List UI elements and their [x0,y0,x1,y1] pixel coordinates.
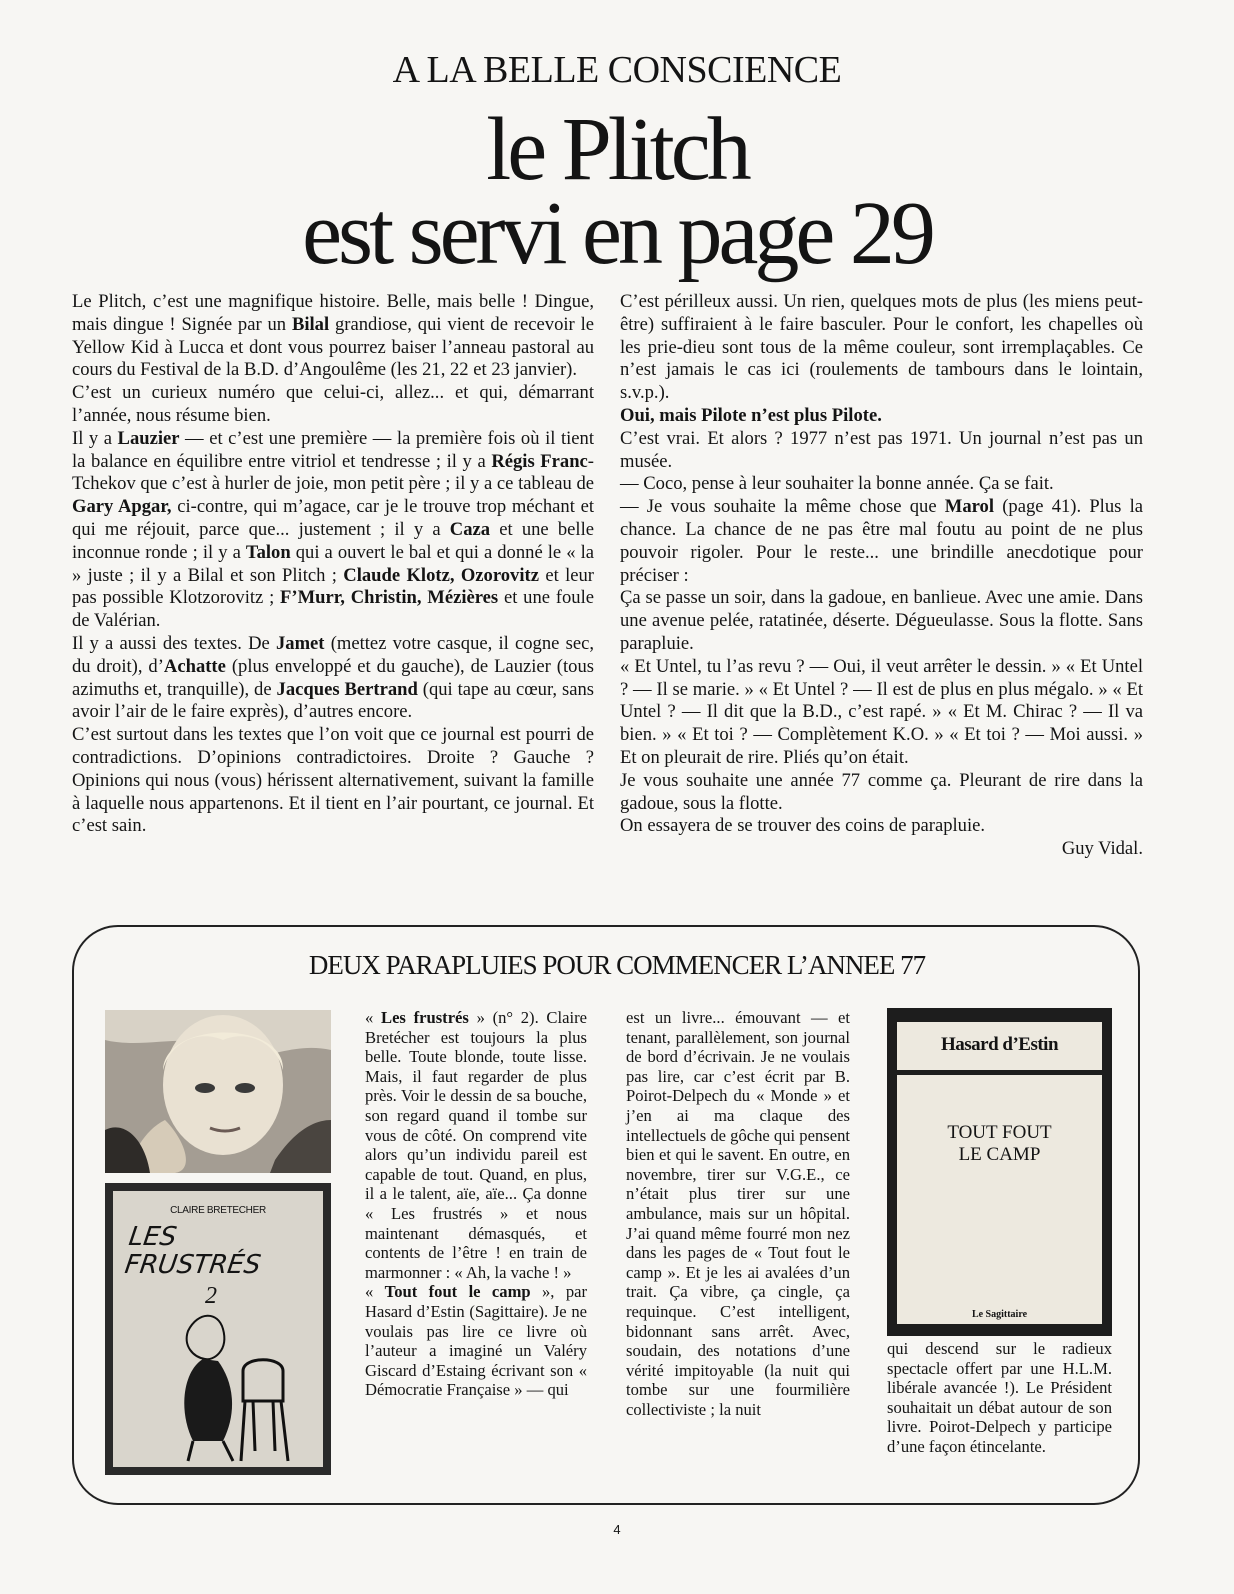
paragraph: Il y a aussi des textes. De Jamet (mettez votre casque, il cogne sec, du droit), d’Achatte (plus enveloppé et du gauche), de Lauzier (tous azimuths et, tranquille), de Jacques Bertrand (qui tape au cœur, sans avoir l’air de le faire exprès), d’autres encore. [72,632,595,723]
author-photo [105,1010,331,1173]
paragraph: qui descend sur le radieux spectacle offert par une H.L.M. libérale avancée !). Le Président souhaitait un débat autour de son livre. Poirot-Delpech y participe d’une façon étincelante. [887,1339,1112,1456]
paragraph: C’est surtout dans les textes que l’on voit que ce journal est pourri de contradictions. D’opinions contradictoires. Droite ? Gauche ? Opinions qui nous (vous) hérissent alternativement, suivant la famille à laquelle nous appartenons. Et il tient en l’air pourtant, ce journal. Et c’est sain. [72,724,594,837]
page-number: 4 [613,1522,621,1537]
paragraph: « Tout fout le camp », par Hasard d’Estin (Sagittaire). Je ne voulais pas lire ce livre où l’auteur a imaginé un Valéry Giscard d’Estaing écrivant son « Démocratie Française » — qui [365,1282,588,1400]
headline-line-1: le Plitch [486,100,748,199]
cover-title [123,1223,266,1279]
kicker: A LA BELLE CONSCIENCE [392,49,842,91]
paragraph: « Et Untel, tu l’as revu ? — Oui, il veut arrêter le dessin. » « Et Untel ? — Il se marie. » « Et Untel ? — Il est de plus en plus mégalo. » « Et Untel ? — Il dit que la B.D., c’est rapé. » « Et M. Chirac ? — Il va bien. » « Et toi ? — Complètement K.O. » « Et toi ? — Moi aussi. » Et on pleurait de rire. Pliés qu’on était. [620,655,1143,768]
book-cover-les-frustres [105,1183,331,1475]
paragraph: Oui, mais Pilote n’est plus Pilote. [620,404,882,426]
paragraph: C’est un curieux numéro que celui-ci, allez... et qui, démarrant l’année, nous résume bien. [72,382,594,426]
article-right-column [620,291,1143,861]
cover2-author: Hasard d’Estin [940,1034,1059,1055]
cover2-inner [897,1022,1102,1324]
paragraph: Il y a Lauzier — et c’est une première — la première fois où il tient la balance en équilibre entre vitriol et tendresse ; il y a Régis Franc-Tchekov que c’est à hurler de joie, mon petit père ; il y a ce tableau de Gary Apgar, ci-contre, qui m’agace, car je le trouve trop méchant et qui me réjouit, parce que... justement ; il y a Caza et une belle inconnue ronde ; il y a Talon qui a ouvert le bal et qui a donné le « la » juste ; il y a Bilal et son Plitch ; Claude Klotz, Ozorovitz et leur pas possible Klotzorovitz ; F’Murr, Christin, Mézières et une foule de Valérian. [72,427,594,632]
cartoon-figure-illustration [143,1301,303,1466]
paragraph: C’est périlleux aussi. Un rien, quelques mots de plus (les miens peut-être) suffiraient à le faire basculer. Pour le confort, les chapelles où les prie-dieu sont tous de la même couleur, sont irremplaçables. Ce n’est jamais le cas ici (roulements de tambours dans le lointain, s.v.p.). [620,291,1143,404]
cover2-title-line-1: TOUT FOUT [947,1122,1052,1143]
review-column-a [365,1008,587,1400]
box-title: DEUX PARAPLUIES POUR COMMENCER L’ANNEE 77 [308,950,926,980]
paragraph: Je vous souhaite une année 77 comme ça. Pleurant de rire dans la gadoue, sous la flotte. [620,769,1143,814]
cover-title-line-2: FRUSTRÉS [122,1250,263,1280]
signature: Guy Vidal. [1061,838,1143,860]
paragraph: On essayera de se trouver des coins de parapluie. [620,815,986,837]
cover2-publisher: Le Sagittaire [971,1309,1028,1320]
cover2-divider [897,1070,1102,1075]
article-right-paragraphs [620,291,1143,838]
cover-title-line-1: LES [126,1222,179,1252]
paragraph: est un livre... émouvant — et tenant, parallèlement, son journal de bord d’écrivain. Je ne voulais pas lire, car c’est écrit par B. Poirot-Delpech du « Monde » et j’en ai ma claque des intellectuels de gôche qui pensent bien et qui le savent. En outre, en novembre, tirer sur V.G.E., ce n’était plus tirer sur une ambulance, mais sur un hôpital. J’ai quand même fourré mon nez dans les pages de « Tout fout le camp ». Et je les ai avalées d’un trait. Ça vibre, ça cingle, ça requinque. C’est intelligent, bidonnant sans arrêt. Avec, soudain, des notations d’une vérité impitoyable (la nuit qui tombe sur une fourmilière collectiviste ; la nuit [626,1008,850,1419]
paragraph: « Les frustrés » (n° 2). Claire Bretécher est toujours la plus belle. Toute blonde, toute lisse. Mais, il faut regarder de plus près. Voir le dessin de sa bouche, son regard quand il tombe sur vous de côté. On comprend vite alors qu’un individu pareil est capable de tout. Quand, en plus, il a le talent, aïe, aïe... Ça donne « Les frustrés » et nous maintenant démasqués, et contents de l’être ! en train de marmonner : « Ah, la vache ! » [365,1008,587,1282]
paragraph: — Je vous souhaite la même chose que Marol (page 41). Plus la chance. La chance de ne pas être mal foutu au point de ne plus pouvoir rigoler. Pour le reste... une brindille anecdotique pour préciser : [620,496,1143,586]
cover2-title-line-2: LE CAMP [958,1144,1041,1165]
paragraph: Le Plitch, c’est une magnifique histoire. Belle, mais belle ! Dingue, mais dingue ! Signée par un Bilal grandiose, qui vient de recevoir le Yellow Kid à Lucca et dont vous pourrez baiser l’anneau pastoral au cours du Festival de la B.D. d’Angoulême (les 21, 22 et 23 janvier). [72,291,594,381]
cover2-title [897,1122,1102,1166]
review-column-c [887,1339,1112,1457]
cover-author: CLAIRE BRETECHER [170,1205,266,1216]
review-column-b [626,1008,850,1419]
headline [0,100,1234,283]
article-left-column [72,291,594,838]
cover-number: 2 [205,1283,217,1309]
cover-inner [113,1191,323,1467]
headline-line-2: est servi en page 29 [302,184,932,283]
portrait-image [105,1010,331,1173]
paragraph: C’est vrai. Et alors ? 1977 n’est pas 1971. Un journal n’est pas un musée. [620,427,1143,472]
paragraph: Ça se passe un soir, dans la gadoue, en banlieue. Avec une amie. Dans une avenue pelée, ratatinée, déserte. Dégueulasse. Sous la flotte. Sans parapluie. [620,587,1143,654]
paragraph: — Coco, pense à leur souhaiter la bonne année. Ça se fait. [620,473,1054,495]
book-cover-tout-fout-le-camp [887,1008,1112,1336]
